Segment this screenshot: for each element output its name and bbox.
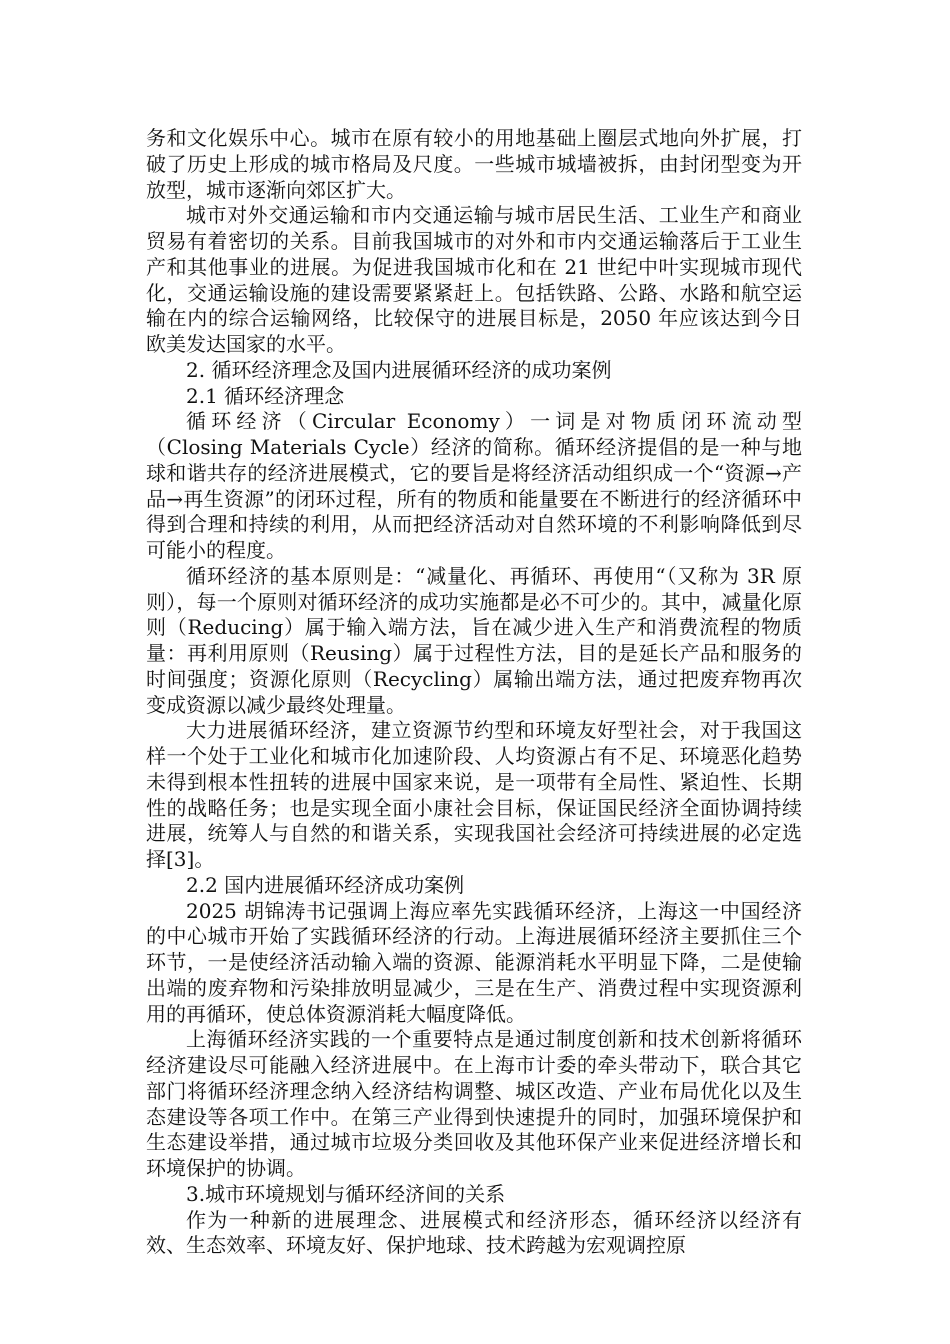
section-heading-2: 2. 循环经济理念及国内进展循环经济的成功案例 [186,357,612,382]
document-body [146,126,802,1259]
paragraph-3r-principles: 循环经济的基本原则是：“减量化、再循环、再使用“（又称为 3R 原则），每一个原则对循环经济的成功实施都是必不可少的。其中，减量化原则（Reducing）属于输入端方法，旨在减少进入生产和消费流程的物质量：再利用原则（Reusing）属于过程性方法，目的是延长产品和服务的时间强度；资源化原则（Recycling）属输出端方法，通过把废弃物再次变成资源以减少最终处理量。 [146,563,802,717]
subsection-heading-2-2: 2.2 国内进展循环经济成功案例 [186,872,465,897]
paragraph-urban-expansion: 务和文化娱乐中心。城市在原有较小的用地基础上圈层式地向外扩展，打破了历史上形成的城市格局及尺度。一些城市城墙被拆，由封闭型变为开放型，城市逐渐向郊区扩大。 [146,126,802,202]
section-heading-3: 3.城市环境规划与循环经济间的关系 [186,1181,506,1206]
paragraph-shanghai-innovation: 上海循环经济实践的一个重要特点是通过制度创新和技术创新将循环经济建设尽可能融入经济进展中。在上海市计委的牵头带动下，联合其它部门将循环经济理念纳入经济结构调整、城区改造、产业布局优化以及生态建设等各项工作中。在第三产业得到快速提升的同时，加强环境保护和生态建设举措，通过城市垃圾分类回收及其他环保产业来促进经济增长和环境保护的协调。 [146,1027,802,1180]
paragraph-shanghai-practice: 2025 胡锦涛书记强调上海应率先实践循环经济，上海这一中国经济的中心城市开始了实践循环经济的行动。上海进展循环经济主要抓住三个环节，一是使经济活动输入端的资源、能源消耗水平明显下降，二是使输出端的废弃物和污染排放明显减少，三是在生产、消费过程中实现资源利用的再循环，使总体资源消耗大幅度降低。 [146,898,802,1026]
paragraph-circular-economy-definition: 循环经济（Circular Economy）一词是对物质闭环流动型（Closing Materials Cycle）经济的简称。循环经济提倡的是一种与地球和谐共存的经济进展模式，它的要旨是将经济活动组织成一个“资源→产品→再生资源”的闭环过程，所有的物质和能量要在不断进行的经济循环中得到合理和持续的利用，从而把经济活动对自然环境的不利影响降低到尽可能小的程度。 [146,409,802,562]
paragraph-transportation: 城市对外交通运输和市内交通运输与城市居民生活、工业生产和商业贸易有着密切的关系。目前我国城市的对外和市内交通运输落后于工业生产和其他事业的进展。为促进我国城市化和在 21 世纪中叶实现城市现代化，交通运输设施的建设需要紧紧赶上。包括铁路、公路、水路和航空运输在内的综合运输网络，比较保守的进展目标是，2050 年应该达到今日欧美发达国家的水平。 [146,203,802,356]
paragraph-strategic-task: 大力进展循环经济，建立资源节约型和环境友好型社会，对于我国这样一个处于工业化和城市化加速阶段、人均资源占有不足、环境恶化趋势未得到根本性扭转的进展中国家来说，是一项带有全局性、紧迫性、长期性的战略任务；也是实现全面小康社会目标，保证国民经济全面协调持续进展，统筹人与自然的和谐关系，实现我国社会经济可持续进展的必定选择[3]。 [146,718,802,871]
subsection-heading-2-1: 2.1 循环经济理念 [186,383,345,408]
paragraph-relationship: 作为一种新的进展理念、进展模式和经济形态，循环经济以经济有效、生态效率、环境友好、保护地球、技术跨越为宏观调控原 [146,1207,802,1258]
